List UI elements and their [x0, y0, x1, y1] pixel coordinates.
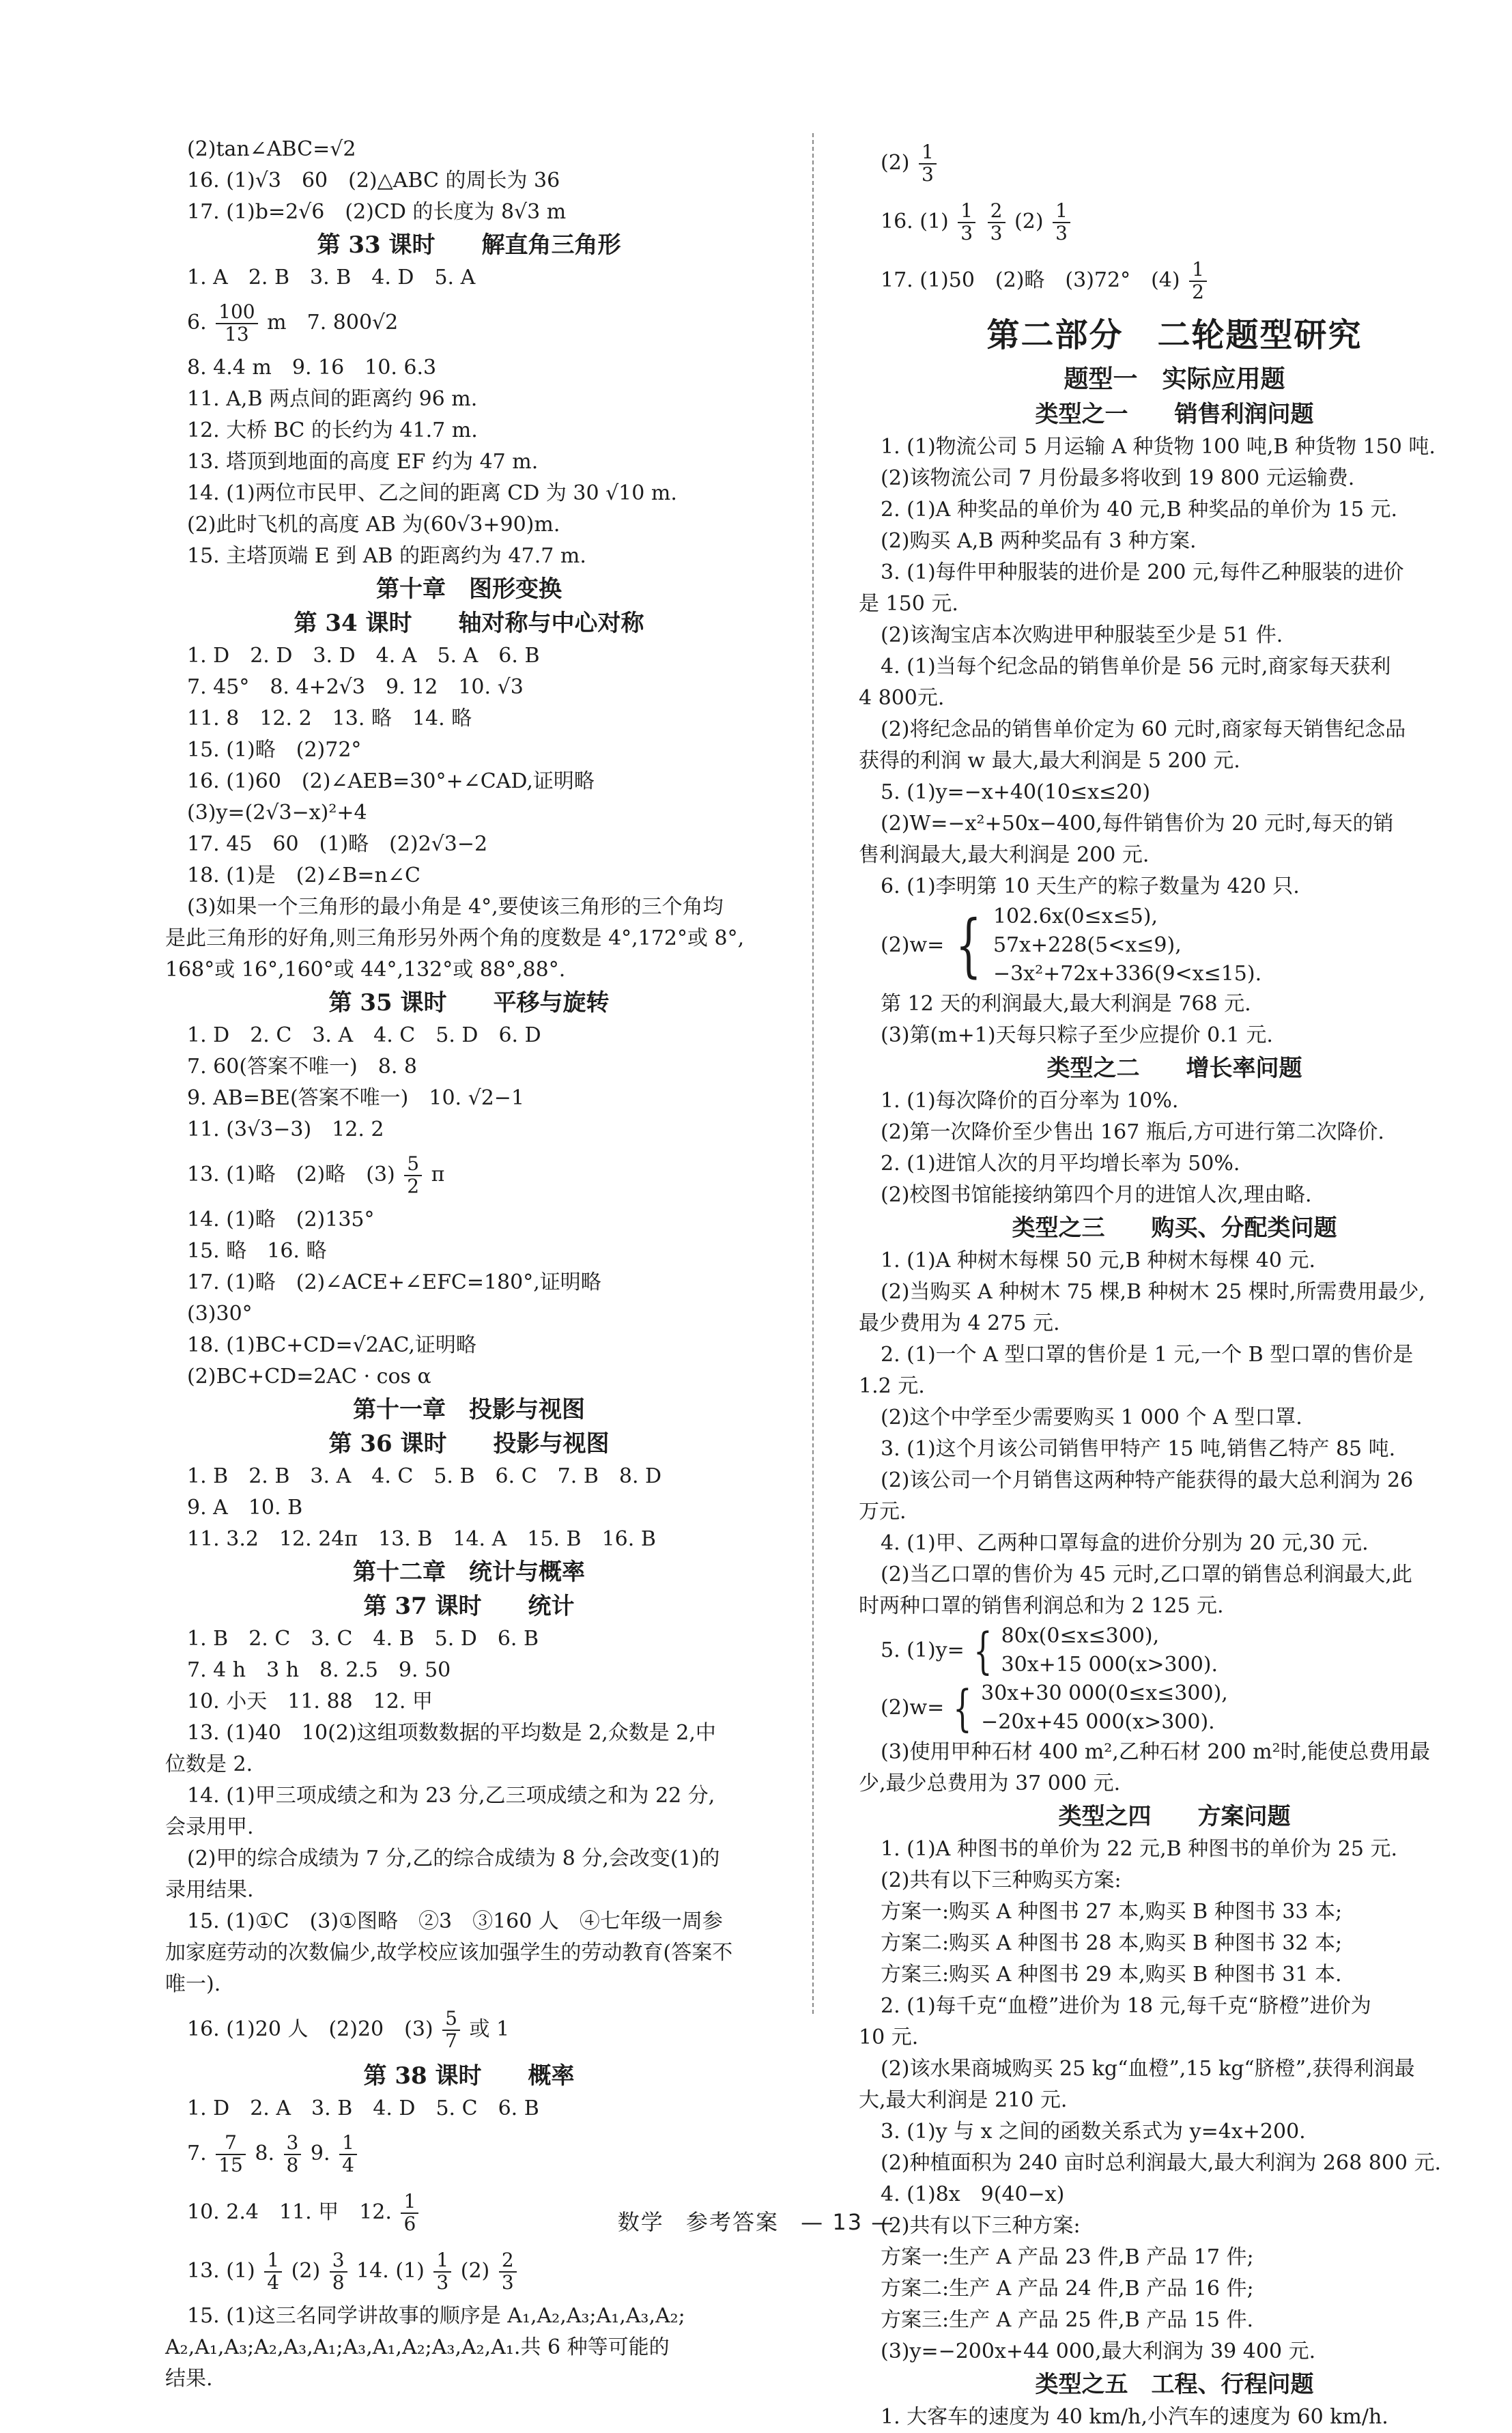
piecewise-case: 30x+15 000(x>300).	[1001, 1653, 1218, 1677]
subtype-heading: 类型之四 方案问题	[1058, 1803, 1291, 1830]
answer-line: 11. 3.2 12. 24π 13. B 14. A 15. B 16. B	[187, 1527, 656, 1551]
answer-line-fraction	[165, 2000, 773, 2059]
answer-line: 18. (1)是 (2)∠B=n∠C	[187, 864, 420, 887]
subtype-heading: 类型之五 工程、行程问题	[1035, 2371, 1314, 2398]
answer-line: (3)使用甲种石材 400 m²,乙种石材 200 m²时,能使总费用最	[881, 1740, 1431, 1764]
denominator: 7	[445, 2030, 457, 2052]
piecewise-case: 102.6x(0≤x≤5),	[993, 905, 1158, 928]
piecewise-case: 30x+30 000(0≤x≤300),	[981, 1681, 1228, 1705]
answer-line: 是 150 元.	[859, 592, 958, 616]
answer-line: 7. 4 h 3 h 8. 2.5 9. 50	[187, 1658, 451, 1682]
answer-line: 最少费用为 4 275 元.	[859, 1311, 1060, 1335]
answer-line: 5. (1)y=−x+40(10≤x≤20)	[881, 780, 1151, 804]
answer-line: 方案二:购买 A 种图书 28 本,购买 B 种图书 32 本;	[881, 1931, 1343, 1955]
answer-text: 13. (1)略 (2)略 (3)	[187, 1163, 395, 1186]
answer-line: (2)该公司一个月销售这两种特产能获得的最大总利润为 26	[881, 1468, 1414, 1492]
answer-line: 1. A 2. B 3. B 4. D 5. A	[187, 266, 476, 289]
answer-line: (2)这个中学至少需要购买 1 000 个 A 型口罩.	[881, 1406, 1302, 1429]
piecewise-cases	[1001, 1622, 1218, 1679]
question-type-heading: 题型一 实际应用题	[1064, 365, 1285, 393]
answer-line: 方案二:生产 A 产品 24 件,B 产品 16 件;	[881, 2277, 1254, 2301]
fraction	[264, 2250, 282, 2294]
answer-line: 录用结果.	[165, 1878, 254, 1902]
lesson-heading: 第 35 课时 平移与旋转	[328, 989, 610, 1016]
fraction	[919, 142, 937, 186]
answer-line-fraction	[165, 1146, 773, 1204]
chapter-heading: 第十一章 投影与视图	[353, 1396, 585, 1423]
answer-line: 9. AB=BE(答案不唯一) 10. √2−1	[187, 1086, 525, 1110]
answer-line: (2)此时飞机的高度 AB 为(60√3+90)m.	[187, 513, 560, 537]
answer-line: (2)将纪念品的销售单价定为 60 元时,商家每天销售纪念品	[881, 717, 1406, 741]
fraction	[988, 201, 1005, 244]
piecewise-case: −3x²+72x+336(9<x≤15).	[993, 962, 1262, 986]
answer-line: 2. (1)一个 A 型口罩的售价是 1 元,一个 B 型口罩的售价是	[881, 1343, 1414, 1367]
answer-line: 1. B 2. B 3. A 4. C 5. B 6. C 7. B 8. D	[187, 1464, 662, 1488]
answer-line: (2)种植面积为 240 亩时总利润最大,最大利润为 268 800 元.	[881, 2151, 1442, 2175]
denominator: 2	[1192, 281, 1204, 303]
answer-line: (3)y=−200x+44 000,最大利润为 39 400 元.	[881, 2339, 1316, 2363]
answer-text: m 7. 800√2	[267, 311, 399, 335]
answer-text: 14. (1)	[356, 2259, 425, 2283]
answer-line: 唯一).	[165, 1972, 221, 1996]
numerator: 7	[216, 2133, 246, 2155]
answer-line: 15. 主塔顶端 E 到 AB 的距离约为 47.7 m.	[187, 544, 586, 568]
answer-line: 1. (1)物流公司 5 月运输 A 种货物 100 吨,B 种货物 150 吨.	[881, 435, 1436, 459]
fraction	[404, 1154, 422, 1197]
footer-label: 参考答案	[685, 2209, 779, 2235]
answer-line: 1. (1)A 种图书的单价为 22 元,B 种图书的单价为 25 元.	[881, 1837, 1398, 1861]
answer-line: 售利润最大,最大利润是 200 元.	[859, 843, 1150, 867]
piecewise-answer	[859, 902, 1490, 988]
answer-line-fraction	[165, 2242, 773, 2301]
answer-line: 11. A,B 两点间的距离约 96 m.	[187, 387, 478, 411]
fraction	[442, 2008, 460, 2052]
answer-line: 17. (1)b=2√6 (2)CD 的长度为 8√3 m	[187, 200, 567, 224]
fraction	[499, 2250, 517, 2294]
fraction	[958, 201, 975, 244]
answer-line: 16. (1)60 (2)∠AEB=30°+∠CAD,证明略	[187, 769, 595, 793]
answer-line: 10. 小天 11. 88 12. 甲	[187, 1690, 433, 1713]
answer-line: (2)购买 A,B 两种奖品有 3 种方案.	[881, 529, 1197, 553]
answer-line: 2. (1)A 种奖品的单价为 40 元,B 种奖品的单价为 15 元.	[881, 498, 1398, 522]
answer-line: 13. (1)40 10(2)这组项数数据的平均数是 2,众数是 2,中	[187, 1721, 716, 1745]
numerator: 1	[339, 2133, 357, 2155]
numerator: 1	[1053, 201, 1070, 223]
answer-line: 15. (1)①C (3)①图略 ②3 ③160 人 ④七年级一周参	[187, 1909, 723, 1933]
answer-line: (2)该水果商城购买 25 kg“血橙”,15 kg“脐橙”,获得利润最	[881, 2057, 1415, 2081]
answer-line: 1. D 2. A 3. B 4. D 5. C 6. B	[187, 2096, 539, 2120]
fraction	[1189, 259, 1207, 303]
piecewise-answer	[859, 1622, 1490, 1679]
answer-text: 17. (1)50 (2)略 (3)72° (4)	[881, 268, 1180, 292]
answer-line: 17. (1)略 (2)∠ACE+∠EFC=180°,证明略	[187, 1270, 601, 1294]
piecewise-case: 80x(0≤x≤300),	[1001, 1624, 1160, 1648]
answer-line: 14. (1)两位市民甲、乙之间的距离 CD 为 30 √10 m.	[187, 481, 677, 505]
answer-text: 8.	[255, 2142, 274, 2165]
answer-text: 16. (1)	[881, 210, 949, 233]
brace-symbol: {	[973, 1622, 993, 1679]
answer-line: 结果.	[165, 2367, 213, 2391]
answer-line: 3. (1)每件甲种服装的进价是 200 元,每件乙种服装的进价	[881, 560, 1404, 584]
answer-line: 第 12 天的利润最大,最大利润是 768 元.	[881, 992, 1251, 1016]
answer-line: (2)当购买 A 种树木 75 棵,B 种树木 25 棵时,所需费用最少,	[881, 1280, 1425, 1304]
numerator: 3	[284, 2133, 302, 2155]
numerator: 1	[919, 142, 937, 165]
answer-line: 7. 45° 8. 4+2√3 9. 12 10. √3	[187, 675, 524, 699]
piecewise-case: −20x+45 000(x>300).	[981, 1710, 1215, 1734]
answer-line: 方案三:生产 A 产品 25 件,B 产品 15 件.	[881, 2308, 1253, 2332]
denominator: 6	[403, 2213, 416, 2235]
chapter-heading: 第十章 图形变换	[376, 575, 562, 603]
denominator: 3	[436, 2271, 449, 2294]
subtype-heading: 类型之二 增长率问题	[1046, 1055, 1302, 1082]
answer-line: 获得的利润 w 最大,最大利润是 5 200 元.	[859, 749, 1240, 773]
piecewise-case: 57x+228(5<x≤9),	[993, 933, 1182, 957]
denominator: 4	[342, 2154, 354, 2176]
piecewise-cases	[993, 902, 1261, 988]
answer-line: 11. (3√3−3) 12. 2	[187, 1118, 384, 1141]
answer-line: 大,最大利润是 210 元.	[859, 2088, 1068, 2112]
answer-line: (2)甲的综合成绩为 7 分,乙的综合成绩为 8 分,会改变(1)的	[187, 1847, 720, 1870]
brace-symbol: {	[956, 905, 982, 985]
answer-line: 2. (1)进馆人次的月平均增长率为 50%.	[881, 1152, 1240, 1176]
denominator: 13	[225, 323, 249, 345]
answer-line: 15. 略 16. 略	[187, 1239, 327, 1263]
answer-line: 1. D 2. C 3. A 4. C 5. D 6. D	[187, 1023, 541, 1047]
lesson-heading: 第 33 课时 解直角三角形	[317, 231, 621, 259]
answer-line: 14. (1)甲三项成绩之和为 23 分,乙三项成绩之和为 22 分,	[187, 1784, 715, 1808]
denominator: 3	[960, 222, 973, 244]
answer-line: 14. (1)略 (2)135°	[187, 1208, 375, 1232]
answer-line: A₂,A₁,A₃;A₂,A₃,A₁;A₃,A₁,A₂;A₃,A₂,A₁.共 6 种等可能的	[165, 2335, 670, 2359]
answer-line-fraction	[859, 251, 1490, 310]
numerator: 2	[988, 201, 1005, 223]
numerator: 2	[499, 2250, 517, 2273]
answer-line: 8. 4.4 m 9. 16 10. 6.3	[187, 356, 437, 380]
answer-text: 10. 2.4 11. 甲 12.	[187, 2200, 392, 2224]
answer-line: (2)BC+CD=2AC · cos α	[187, 1365, 431, 1389]
answer-line: 是此三角形的好角,则三角形另外两个角的度数是 4°,172°或 8°,	[165, 926, 745, 950]
denominator: 3	[501, 2271, 514, 2294]
page-number: — 13 —	[801, 2209, 895, 2235]
answer-line: 4 800元.	[859, 686, 945, 710]
subtype-heading: 类型之一 销售利润问题	[1035, 401, 1314, 428]
brace-symbol: {	[953, 1679, 972, 1737]
answer-line: 3. (1)这个月该公司销售甲特产 15 吨,销售乙特产 85 吨.	[881, 1437, 1396, 1461]
answer-line: 6. (1)李明第 10 天生产的粽子数量为 420 只.	[881, 874, 1300, 898]
answer-line: 4. (1)8x 9(40−x)	[881, 2182, 1065, 2206]
fraction	[1053, 201, 1070, 244]
fraction	[216, 2133, 246, 2176]
numerator: 100	[216, 302, 257, 324]
fraction	[216, 302, 257, 345]
numerator: 1	[264, 2250, 282, 2273]
answer-line: 17. 45 60 (1)略 (2)2√3−2	[187, 832, 488, 856]
answer-text: π	[431, 1163, 445, 1186]
answer-line: 10 元.	[859, 2025, 919, 2049]
left-column	[165, 134, 773, 2395]
numerator: 1	[958, 201, 975, 223]
answer-line: (3)30°	[187, 1302, 253, 1326]
fraction	[433, 2250, 451, 2294]
answer-line: 16. (1)√3 60 (2)△ABC 的周长为 36	[187, 169, 560, 193]
piecewise-answer	[859, 1679, 1490, 1737]
fraction	[330, 2250, 347, 2294]
answer-line: 方案一:购买 A 种图书 27 本,购买 B 种图书 33 本;	[881, 1900, 1343, 1924]
footer-subject: 数学	[617, 2209, 664, 2235]
page-footer	[0, 2205, 1512, 2236]
answer-text: 或 1	[469, 2017, 510, 2041]
answer-text: (2)	[460, 2259, 490, 2283]
numerator: 5	[404, 1154, 422, 1176]
answer-line: 方案一:生产 A 产品 23 件,B 产品 17 件;	[881, 2245, 1254, 2269]
numerator: 3	[330, 2250, 347, 2273]
denominator: 3	[990, 222, 1003, 244]
answer-line: 1. 大客车的速度为 40 km/h,小汽车的速度为 60 km/h.	[881, 2405, 1388, 2429]
answer-text: 5. (1)y=	[881, 1638, 965, 1662]
answer-line-fraction	[859, 193, 1490, 251]
denominator: 3	[922, 163, 934, 186]
part-heading: 第二部分 二轮题型研究	[986, 316, 1363, 354]
chapter-heading: 第十二章 统计与概率	[353, 1559, 585, 1586]
answer-line: 3. (1)y 与 x 之间的函数关系式为 y=4x+200.	[881, 2120, 1306, 2144]
answer-line: 位数是 2.	[165, 1752, 253, 1776]
numerator: 1	[433, 2250, 451, 2273]
numerator: 5	[442, 2008, 460, 2031]
answer-line-fraction	[165, 294, 773, 352]
answer-line: 会录用甲.	[165, 1815, 254, 1839]
lesson-heading: 第 37 课时 统计	[363, 1593, 575, 1620]
numerator: 1	[401, 2191, 418, 2214]
answer-line: 9. A 10. B	[187, 1496, 303, 1520]
answer-line: 4. (1)当每个纪念品的销售单价是 56 元时,商家每天获利	[881, 655, 1391, 679]
lesson-heading: 第 38 课时 概率	[363, 2062, 575, 2090]
answer-line: (2)该物流公司 7 月份最多将收到 19 800 元运输费.	[881, 466, 1355, 490]
answer-line-fraction	[165, 2124, 773, 2183]
column-divider	[812, 133, 814, 2014]
lesson-heading: 第 34 课时 轴对称与中心对称	[294, 610, 644, 637]
answer-line: (2)共有以下三种购买方案:	[881, 1868, 1122, 1892]
answer-text: 16. (1)20 人 (2)20 (3)	[187, 2017, 433, 2041]
denominator: 15	[218, 2154, 243, 2176]
fraction	[339, 2133, 357, 2176]
answer-line: (2)tan∠ABC=√2	[187, 137, 356, 161]
right-column	[859, 134, 1490, 2433]
answer-line: 加家庭劳动的次数偏少,故学校应该加强学生的劳动教育(答案不	[165, 1941, 733, 1965]
denominator: 2	[407, 1175, 420, 1197]
answer-line: 1. B 2. C 3. C 4. B 5. D 6. B	[187, 1627, 539, 1651]
subtype-heading: 类型之三 购买、分配类问题	[1012, 1214, 1337, 1242]
answer-text: (2)	[291, 2259, 321, 2283]
answer-line: (2)第一次降价至少售出 167 瓶后,方可进行第二次降价.	[881, 1120, 1384, 1144]
denominator: 3	[1055, 222, 1068, 244]
answer-line: 15. (1)这三名同学讲故事的顺序是 A₁,A₂,A₃;A₁,A₃,A₂;	[187, 2304, 685, 2328]
answer-line: 7. 60(答案不唯一) 8. 8	[187, 1055, 417, 1079]
answer-line: 18. (1)BC+CD=√2AC,证明略	[187, 1333, 476, 1357]
answer-text: (2)w=	[881, 1696, 945, 1720]
numerator: 1	[1189, 259, 1207, 282]
answer-line: 1.2 元.	[859, 1374, 925, 1398]
answer-line: 2. (1)每千克“血橙”进价为 18 元,每千克“脐橙”进价为	[881, 1994, 1371, 2018]
answer-text: (2)	[881, 151, 910, 175]
answer-line: (3)y=(2√3−x)²+4	[187, 801, 367, 825]
answer-line: (2)该淘宝店本次购进甲种服装至少是 51 件.	[881, 623, 1283, 647]
answer-line: 11. 8 12. 2 13. 略 14. 略	[187, 707, 472, 730]
answer-line: 1. (1)A 种树木每棵 50 元,B 种树木每棵 40 元.	[881, 1249, 1316, 1272]
answer-line: 少,最少总费用为 37 000 元.	[859, 1772, 1121, 1795]
answer-line: 12. 大桥 BC 的长约为 41.7 m.	[187, 418, 478, 442]
answer-line: (3)如果一个三角形的最小角是 4°,要使该三角形的三个角均	[187, 895, 724, 919]
answer-line: 万元.	[859, 1500, 907, 1524]
answer-text: (2)w=	[881, 933, 945, 957]
answer-text: (2)	[1014, 210, 1044, 233]
answer-line: 168°或 16°,160°或 44°,132°或 88°,88°.	[165, 958, 566, 982]
answer-line: (2)W=−x²+50x−400,每件销售价为 20 元时,每天的销	[881, 812, 1394, 836]
denominator: 4	[267, 2271, 280, 2294]
denominator: 8	[332, 2271, 345, 2294]
answer-line: 13. 塔顶到地面的高度 EF 约为 47 m.	[187, 450, 539, 474]
answer-text: 7.	[187, 2142, 207, 2165]
fraction	[284, 2133, 302, 2176]
answer-text: 13. (1)	[187, 2259, 255, 2283]
answer-line: 方案三:购买 A 种图书 29 本,购买 B 种图书 31 本.	[881, 1963, 1342, 1987]
piecewise-cases	[981, 1679, 1228, 1737]
answer-text: 9.	[310, 2142, 330, 2165]
answer-line: (3)第(m+1)天每只粽子至少应提价 0.1 元.	[881, 1023, 1273, 1047]
answer-line: 时两种口罩的销售利润总和为 2 125 元.	[859, 1594, 1224, 1618]
answer-line: (2)共有以下三种方案:	[881, 2214, 1081, 2238]
lesson-heading: 第 36 课时 投影与视图	[328, 1430, 610, 1457]
answer-line-fraction	[859, 134, 1490, 193]
answer-line: 1. (1)每次降价的百分率为 10%.	[881, 1089, 1179, 1113]
answer-line: (2)当乙口罩的售价为 45 元时,乙口罩的销售总利润最大,此	[881, 1563, 1412, 1587]
answer-line: (2)校图书馆能接纳第四个月的进馆人次,理由略.	[881, 1183, 1312, 1207]
answer-line: 15. (1)略 (2)72°	[187, 738, 362, 762]
answer-line: 4. (1)甲、乙两种口罩每盒的进价分别为 20 元,30 元.	[881, 1531, 1369, 1555]
answer-text: 6.	[187, 311, 207, 335]
denominator: 8	[286, 2154, 299, 2176]
answer-line: 1. D 2. D 3. D 4. A 5. A 6. B	[187, 644, 540, 668]
